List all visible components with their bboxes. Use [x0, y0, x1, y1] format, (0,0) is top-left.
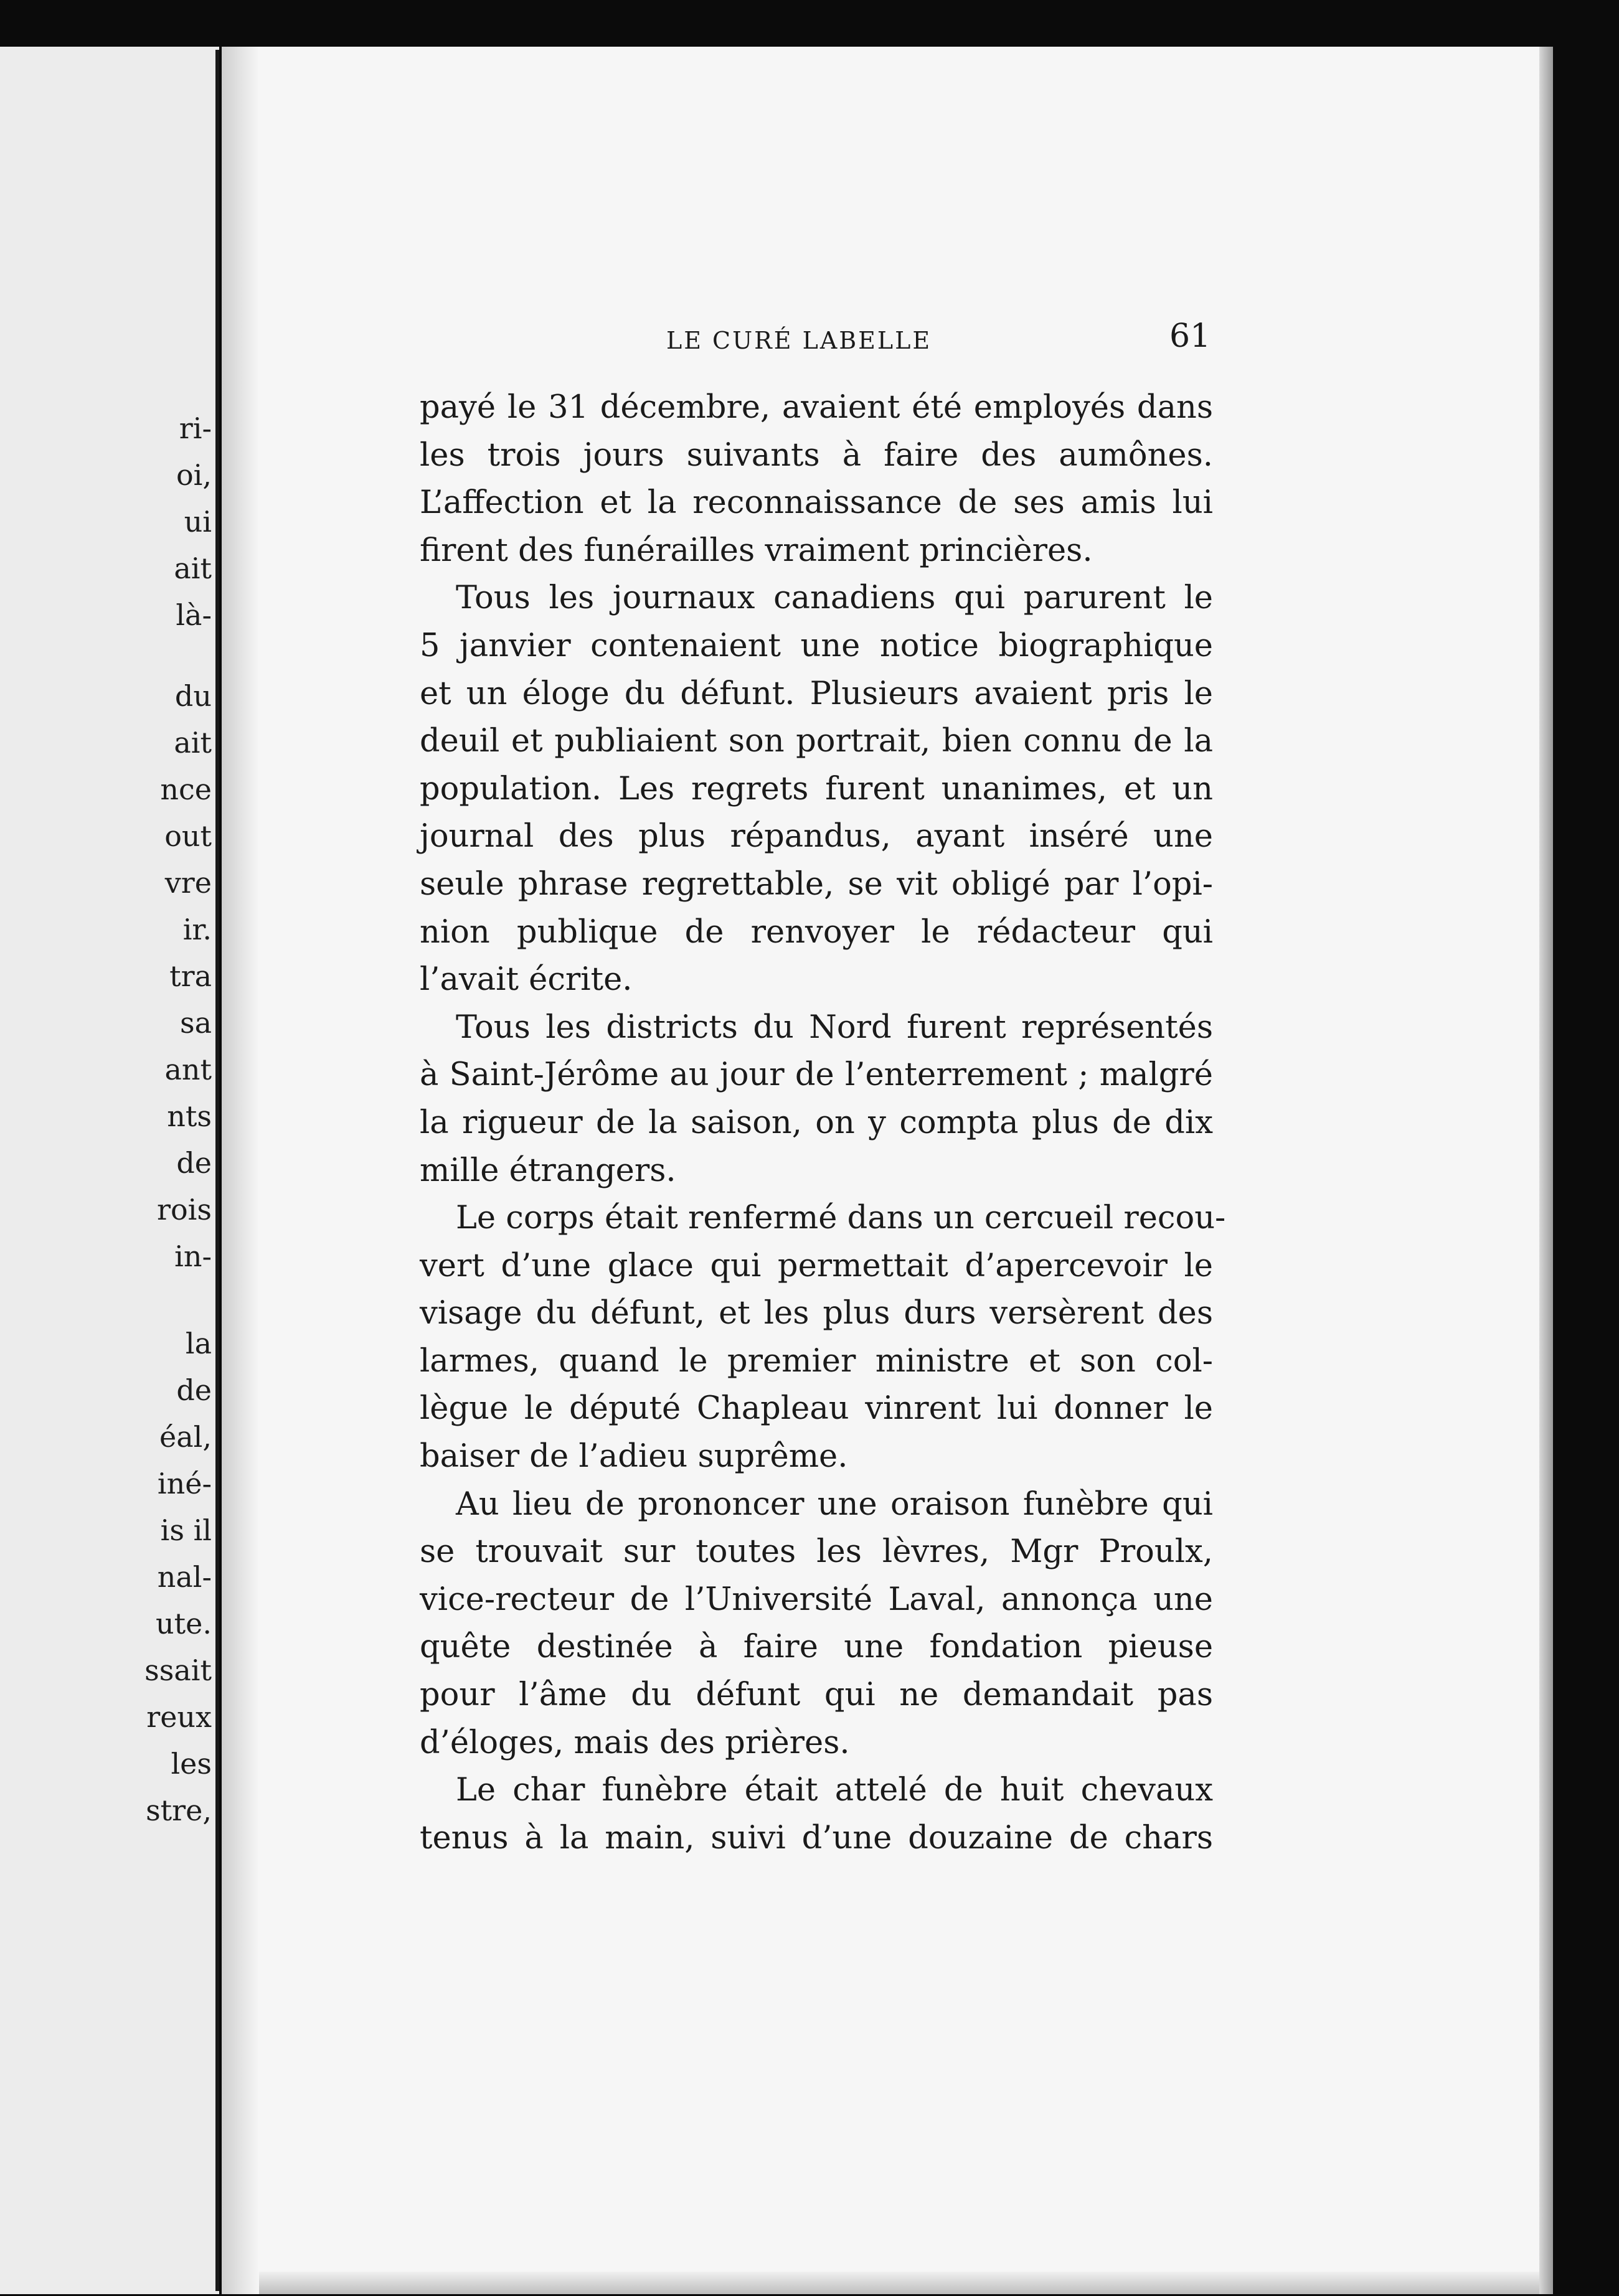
text-line: nion publique de renvoyer le rédacteur qui [420, 913, 1213, 951]
text-line: Tous les journaux canadiens qui parurent le [456, 580, 1213, 617]
left-page-text [0, 47, 212, 2294]
page-edge-bottom [259, 2272, 1539, 2294]
text-line: deuil et publiaient son portrait, bien connu de la [420, 723, 1213, 760]
page-fold-line [215, 50, 219, 2291]
text-line: lègue le député Chapleau vinrent lui donner le [420, 1390, 1213, 1428]
text-line: les trois jours suivants à faire des aumônes. [420, 436, 1213, 474]
left-line: de [176, 1373, 212, 1407]
text-line: 5 janvier contenaient une notice biographique [420, 627, 1213, 664]
page-number: 61 [1169, 318, 1211, 355]
gutter-shadow [222, 47, 259, 2294]
text-line: Tous les districts du Nord furent représentés [456, 1009, 1213, 1046]
text-line: payé le 31 décembre, avaient été employés dans [420, 389, 1213, 426]
text-line: baiser de l’adieu suprême. [420, 1438, 848, 1475]
text-line: vice-recteur de l’Université Laval, annonça une [420, 1581, 1213, 1618]
text-line: Le corps était renfermé dans un cercueil recou- [456, 1200, 1226, 1237]
left-line: ute. [156, 1607, 212, 1640]
text-line: pour l’âme du défunt qui ne demandait pas [420, 1677, 1213, 1714]
text-line: journal des plus répandus, ayant inséré une [420, 818, 1213, 855]
left-line: éal, [159, 1420, 212, 1454]
left-line: nal- [157, 1560, 212, 1594]
left-line: les [171, 1747, 212, 1781]
text-line: l’avait écrite. [420, 961, 633, 999]
left-line: nts [167, 1099, 212, 1133]
left-line: tra [169, 959, 212, 993]
text-line: Le char funèbre était attelé de huit chevaux [456, 1772, 1213, 1809]
text-line: se trouvait sur toutes les lèvres, Mgr Proulx, [420, 1533, 1213, 1571]
left-line: stre, [146, 1794, 212, 1827]
left-line: ir. [182, 913, 212, 946]
text-line: d’éloges, mais des prières. [420, 1724, 850, 1761]
left-line: reux [146, 1700, 212, 1734]
text-line: mille étrangers. [420, 1152, 676, 1189]
text-line: firent des funérailles vraiment princières. [420, 532, 1093, 569]
body-text [420, 384, 1226, 1862]
left-line: la [185, 1327, 212, 1360]
left-facing-page [0, 47, 219, 2294]
left-line: vre [164, 866, 212, 900]
text-line: seule phrase regrettable, se vit obligé par l’opi- [420, 865, 1213, 903]
left-line: ssait [144, 1654, 212, 1687]
text-line: larmes, quand le premier ministre et son col- [420, 1342, 1213, 1380]
left-line: iné- [157, 1467, 212, 1500]
text-line: visage du défunt, et les plus durs versèrent des [420, 1295, 1213, 1332]
left-line: is il [160, 1513, 212, 1547]
left-line: ri- [179, 412, 212, 445]
text-line: L’affection et la reconnaissance de ses amis lui [420, 484, 1213, 522]
text-line: à Saint-Jérôme au jour de l’enterrement ; malgré [420, 1056, 1213, 1094]
left-line: du [174, 679, 212, 713]
left-line: in- [174, 1240, 212, 1273]
left-line: rois [156, 1193, 212, 1226]
text-line: tenus à la main, suivi d’une douzaine de chars [420, 1819, 1213, 1856]
text-line: quête destinée à faire une fondation pieuse [420, 1629, 1213, 1666]
page-edge-right [1539, 47, 1553, 2294]
left-line: ant [164, 1053, 212, 1086]
text-line: et un éloge du défunt. Plusieurs avaient pris le [420, 675, 1213, 712]
text-line: la rigueur de la saison, on y compta plus de dix [420, 1104, 1213, 1141]
left-line: de [176, 1146, 212, 1180]
left-line: nce [160, 773, 212, 806]
left-line: ait [174, 726, 212, 760]
left-line: ait [174, 552, 212, 585]
left-line: oi, [176, 458, 212, 492]
left-line: ui [184, 505, 212, 539]
text-line: vert d’une glace qui permettait d’apercevoir le [420, 1247, 1213, 1284]
left-line: out [164, 819, 212, 853]
running-head: LE CURÉ LABELLE [666, 327, 932, 354]
text-line: population. Les regrets furent unanimes, et un [420, 770, 1213, 807]
left-line: sa [179, 1006, 212, 1040]
text-line: Au lieu de prononcer une oraison funèbre qui [456, 1485, 1213, 1523]
left-line: là- [176, 598, 212, 632]
